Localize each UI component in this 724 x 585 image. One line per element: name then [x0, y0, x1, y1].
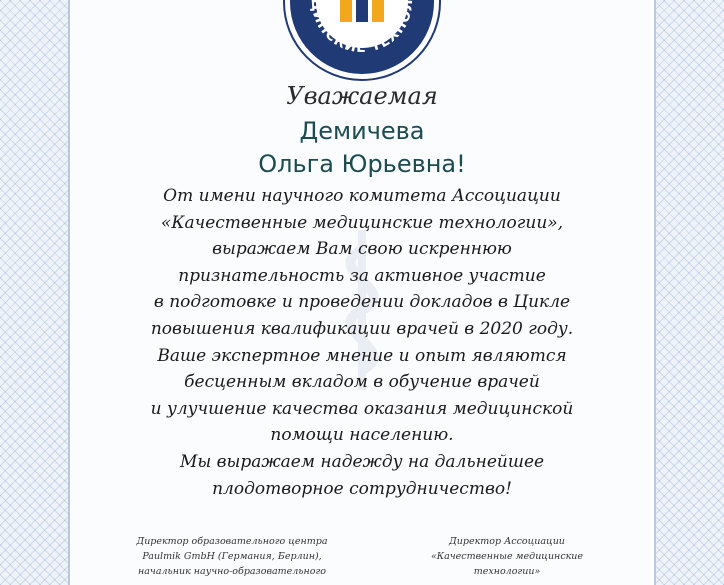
gratitude-text — [72, 183, 652, 502]
decorative-border-left — [0, 0, 70, 585]
signature-block-left — [122, 534, 342, 579]
decorative-border-right — [654, 0, 724, 585]
signature-line: технологии» — [473, 566, 541, 577]
body-line: повышения квалификации врачей в 2020 году. — [150, 318, 574, 339]
recipient-surname: Демичева — [299, 117, 425, 145]
certificate-page — [72, 0, 652, 585]
body-line: помощи населению. — [270, 425, 454, 446]
logo-ring-text: ЦИНСКИЕ ТЕХНОЛ — [307, 0, 417, 57]
logo-block-center — [356, 0, 368, 22]
logo-block-right — [372, 0, 384, 22]
signature-line: «Качественные медицинские — [430, 551, 584, 562]
body-line: признательность за активное участие — [178, 265, 546, 286]
body-line: и улучшение качества оказания медицинской — [150, 398, 574, 419]
body-line: плодотворное сотрудничество! — [212, 478, 512, 499]
logo-block-left — [340, 0, 352, 22]
body-line: Ваше экспертное мнение и опыт являются — [157, 345, 567, 366]
body-line: выражаем Вам свою искреннюю — [212, 239, 512, 260]
signature-line: Директор Ассоциации — [449, 536, 565, 547]
signature-line: Директор образовательного центра — [136, 536, 328, 547]
signature-line: Paulmik GmbH (Германия, Берлин), — [142, 551, 322, 562]
body-line: Мы выражаем надежду на дальнейшее — [179, 451, 545, 472]
signature-line: начальник научно-образовательного — [137, 566, 327, 577]
body-line: в подготовке и проведении докладов в Цикле — [153, 292, 571, 313]
association-logo — [282, 0, 442, 82]
body-line: бесценным вкладом в обучение врачей — [184, 372, 540, 393]
recipient-name: Ольга Юрьевна! — [258, 150, 466, 178]
signature-block-right — [402, 534, 612, 579]
body-line: От имени научного комитета Ассоциации — [163, 186, 561, 206]
body-line: «Качественные медицинские технологии», — [160, 212, 564, 233]
salutation: Уважаемая — [286, 82, 438, 110]
